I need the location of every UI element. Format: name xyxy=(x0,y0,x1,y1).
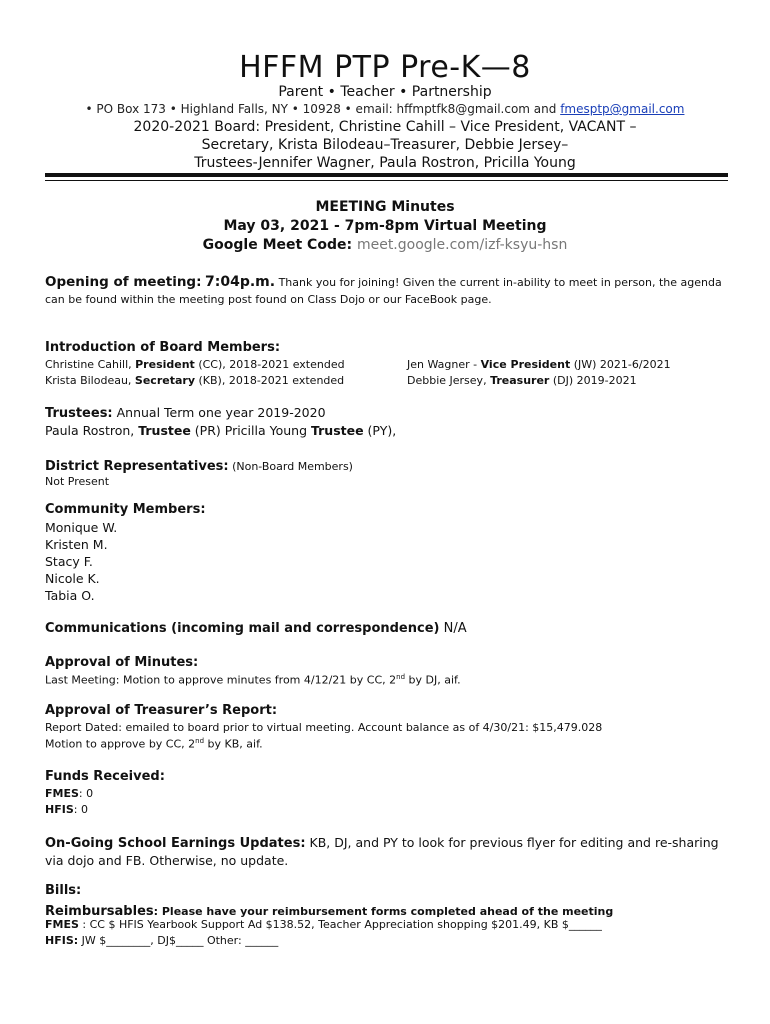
trustees-label: Trustees: xyxy=(45,406,113,421)
meeting-code-label: Google Meet Code: xyxy=(202,237,353,253)
board-line-3: Trustees-Jennifer Wagner, Paula Rostron, Pricilla Young xyxy=(194,155,576,171)
community-list xyxy=(45,519,117,604)
trustees-section xyxy=(45,404,396,439)
reimbursables-label: Reimbursables xyxy=(45,904,154,919)
opening-text-1: Thank you for joining! Given the current in-ability to meet in person, the agenda xyxy=(278,276,722,289)
list-item: Tabia O. xyxy=(45,588,95,603)
treasurer-line-2: Motion to approve by CC, 2nd by KB, aif. xyxy=(45,737,263,751)
board-member-1: Christine Cahill, President (CC), 2018-2021 extended xyxy=(45,358,345,371)
opening-time: 7:04p.m. xyxy=(205,274,276,290)
meeting-date: May 03, 2021 - 7pm-8pm Virtual Meeting xyxy=(223,218,547,234)
bills-heading: Bills: xyxy=(45,883,82,898)
funds-heading: Funds Received: xyxy=(45,769,165,784)
header-divider-thin xyxy=(45,180,728,181)
trustees-term: Annual Term one year 2019-2020 xyxy=(112,405,326,420)
contact-address xyxy=(0,102,770,116)
district-section xyxy=(45,455,353,488)
trustees-list: Paula Rostron, Trustee (PR) Pricilla Young Trustee (PY), xyxy=(45,423,397,438)
earnings-section xyxy=(45,834,735,869)
board-member-4: Debbie Jersey, Treasurer (DJ) 2019-2021 xyxy=(407,374,637,387)
board-intro-heading: Introduction of Board Members: xyxy=(45,340,281,355)
organization-subtitle: Parent • Teacher • Partnership xyxy=(278,84,492,100)
board-line-2: Secretary, Krista Bilodeau–Treasurer, Debbie Jersey– xyxy=(201,137,569,153)
list-item: Stacy F. xyxy=(45,554,93,569)
board-line-1: 2020-2021 Board: President, Christine Cahill – Vice President, VACANT – xyxy=(133,119,637,135)
list-item: Kristen M. xyxy=(45,537,108,552)
communications-value: N/A xyxy=(439,621,467,636)
meeting-code-value[interactable]: meet.google.com/izf-ksyu-hsn xyxy=(356,237,568,253)
opening-section xyxy=(45,274,735,308)
earnings-text-2: via dojo and FB. Otherwise, no update. xyxy=(45,853,289,868)
district-label: District Representatives: xyxy=(45,459,229,474)
earnings-text-1: KB, DJ, and PY to look for previous flyer for editing and re-sharing xyxy=(305,835,719,850)
opening-text-2: can be found within the meeting post found on Class Dojo or our FaceBook page. xyxy=(45,293,492,306)
treasurer-heading: Approval of Treasurer’s Report: xyxy=(45,703,278,718)
email-link[interactable]: fmesptp@gmail.com xyxy=(560,102,685,116)
header-divider-thick xyxy=(45,173,728,177)
district-status: Not Present xyxy=(45,475,110,488)
communications-section xyxy=(45,621,467,636)
reimbursables-note: : Please have your reimbursement forms completed ahead of the meeting xyxy=(153,905,614,918)
document-title: HFFM PTP Pre-K—8 xyxy=(239,50,531,85)
funds-hfis: HFIS: 0 xyxy=(45,803,88,816)
meeting-header xyxy=(0,198,770,255)
minutes-text: Last Meeting: Motion to approve minutes from 4/12/21 by CC, 2nd by DJ, aif. xyxy=(45,673,461,687)
reimbursables-line xyxy=(45,900,613,919)
community-heading: Community Members: xyxy=(45,502,206,517)
funds-fmes: FMES: 0 xyxy=(45,787,94,800)
meeting-heading: MEETING Minutes xyxy=(315,199,455,215)
meeting-code xyxy=(0,236,770,255)
board-list xyxy=(0,118,770,172)
district-note: (Non-Board Members) xyxy=(228,460,353,473)
list-item: Nicole K. xyxy=(45,571,100,586)
earnings-label: On-Going School Earnings Updates: xyxy=(45,836,306,851)
bills-hfis: HFIS: JW $________, DJ$_____ Other: ______ xyxy=(45,934,279,947)
minutes-heading: Approval of Minutes: xyxy=(45,655,199,670)
opening-label: Opening of meeting: xyxy=(45,274,202,290)
treasurer-line-1: Report Dated: emailed to board prior to virtual meeting. Account balance as of 4/30/21: $15,479.028 xyxy=(45,721,603,734)
bills-fmes: FMES : CC $ HFIS Yearbook Support Ad $138.52, Teacher Appreciation shopping $201.49, KB $______ xyxy=(45,918,602,931)
board-member-2: Krista Bilodeau, Secretary (KB), 2018-2021 extended xyxy=(45,374,345,387)
board-member-3: Jen Wagner - Vice President (JW) 2021-6/2021 xyxy=(407,358,671,371)
address-text: • PO Box 173 • Highland Falls, NY • 10928 • email: hffmptfk8@gmail.com and xyxy=(85,102,561,116)
communications-label: Communications (incoming mail and correspondence) xyxy=(45,621,440,636)
list-item: Monique W. xyxy=(45,520,118,535)
